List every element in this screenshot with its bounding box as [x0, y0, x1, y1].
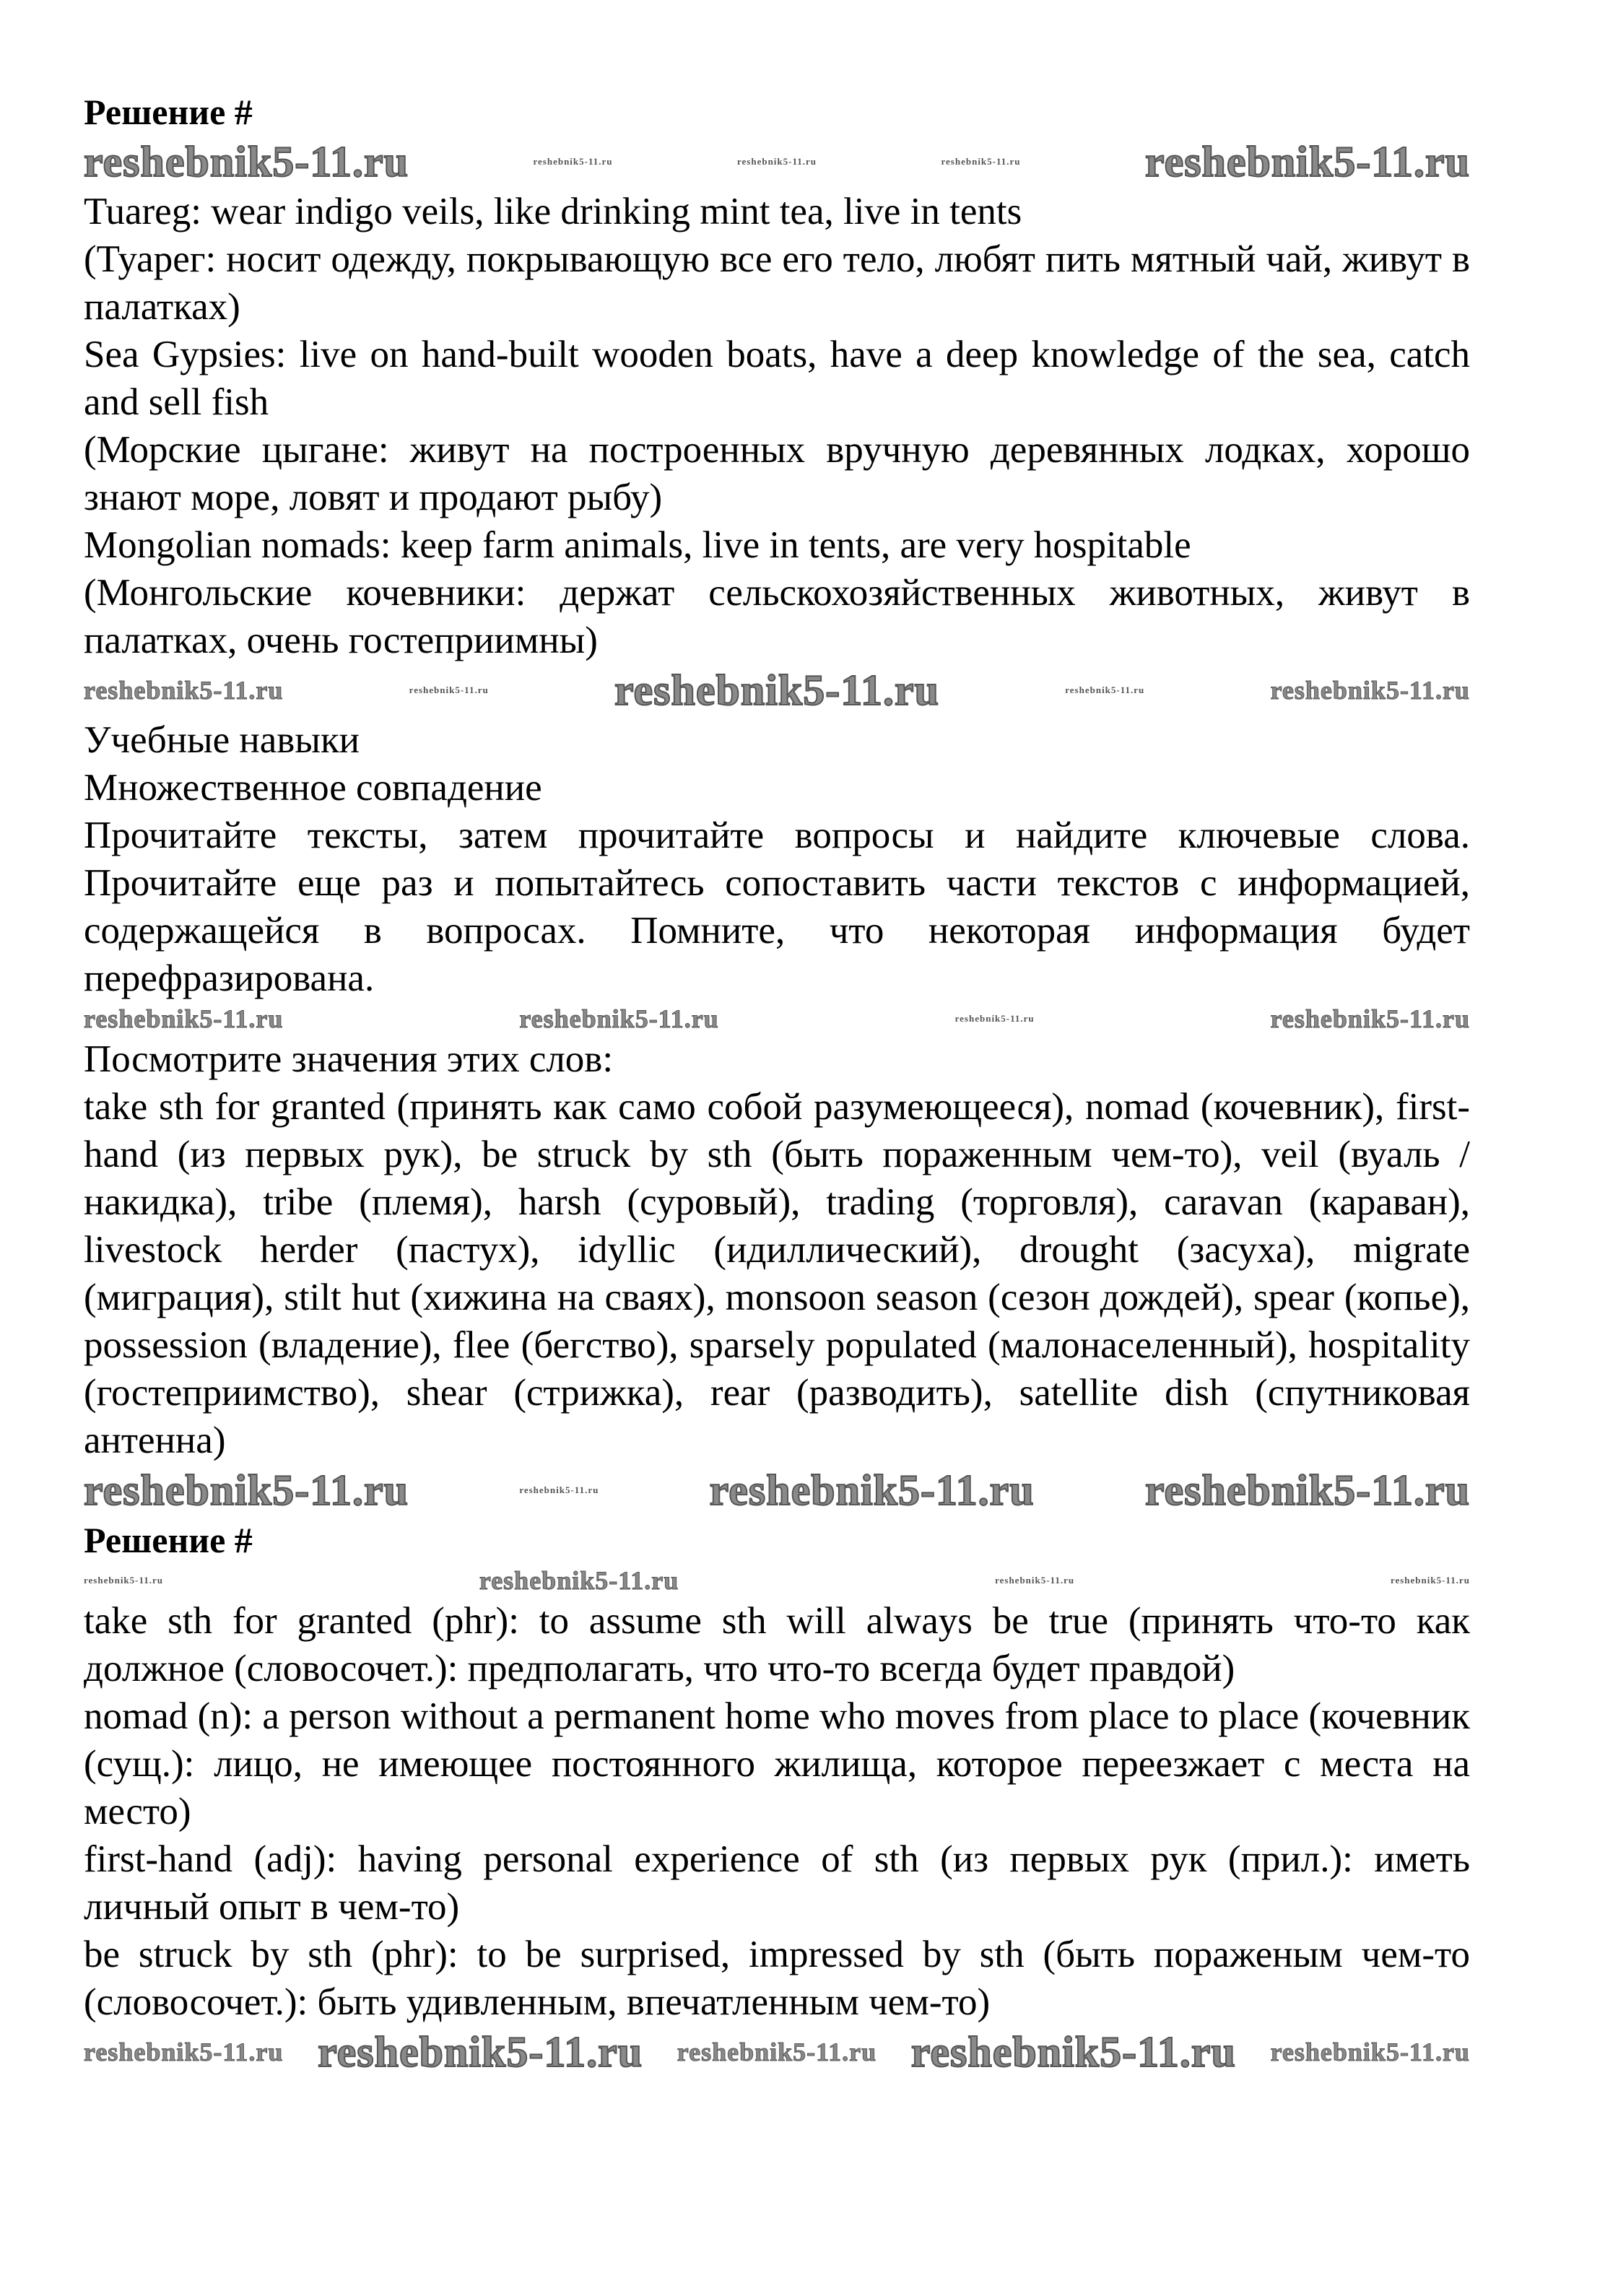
watermark: reshebnik5-11.ru — [1270, 1004, 1470, 1033]
tuareg-en: Tuareg: wear indigo veils, like drinking mint tea, live in tents — [84, 191, 1022, 232]
watermark: reshebnik5-11.ru — [1270, 676, 1470, 705]
watermark-row — [84, 1565, 1470, 1596]
watermark: reshebnik5-11.ru — [84, 2038, 284, 2066]
watermark: reshebnik5-11.ru — [910, 2028, 1236, 2076]
watermark: reshebnik5-11.ru — [1390, 1575, 1470, 1586]
watermark: reshebnik5-11.ru — [84, 138, 409, 186]
watermark: reshebnik5-11.ru — [519, 1004, 719, 1033]
vocab-intro: Посмотрите значения этих слов: — [84, 1038, 614, 1080]
watermark: reshebnik5-11.ru — [318, 2028, 643, 2076]
watermark: reshebnik5-11.ru — [409, 684, 489, 695]
watermark: reshebnik5-11.ru — [1144, 1466, 1470, 1514]
watermark-row — [84, 666, 1470, 715]
watermark: reshebnik5-11.ru — [736, 156, 817, 167]
watermark: reshebnik5-11.ru — [954, 1013, 1035, 1024]
section-heading: Решение # — [84, 92, 253, 132]
watermark-row — [84, 2027, 1470, 2077]
definition: take sth for granted (phr): to assume sth will always be true (принять что-то как должное (словосочет.): предполагать, что что-то всегда будет правдой) — [84, 1600, 1470, 1690]
watermark: reshebnik5-11.ru — [84, 1575, 164, 1586]
mongolian-en: Mongolian nomads: keep farm animals, live in tents, are very hospitable — [84, 524, 1191, 566]
skills-subtitle: Множественное совпадение — [84, 767, 542, 809]
watermark: reshebnik5-11.ru — [519, 1484, 599, 1495]
watermark: reshebnik5-11.ru — [677, 2038, 877, 2066]
watermark: reshebnik5-11.ru — [614, 666, 939, 714]
watermark: reshebnik5-11.ru — [995, 1575, 1075, 1586]
watermark-row — [84, 1466, 1470, 1515]
watermark: reshebnik5-11.ru — [941, 156, 1021, 167]
watermark: reshebnik5-11.ru — [709, 1466, 1035, 1514]
watermark: reshebnik5-11.ru — [1145, 138, 1470, 186]
definitions-block — [84, 1597, 1470, 2026]
document-page — [84, 88, 1470, 2078]
watermark: reshebnik5-11.ru — [84, 1466, 409, 1514]
definition: be struck by sth (phr): to be surprised, impressed by sth (быть пораженым чем-то (словосочет.): быть удивленным, впечатленным чем-то) — [84, 1934, 1470, 2023]
mongolian-ru: (Монгольские кочевники: держат сельскохозяйственных животных, живут в палатках, очень гостеприимны) — [84, 572, 1470, 661]
watermark: reshebnik5-11.ru — [1065, 684, 1145, 695]
sea-gypsies-en: Sea Gypsies: live on hand-built wooden boats, have a deep knowledge of the sea, catch and sell fish — [84, 334, 1470, 423]
skills-block — [84, 716, 1470, 1002]
section-heading: Решение # — [84, 1520, 253, 1560]
tuareg-ru: (Туарег: носит одежду, покрывающую все его тело, любят пить мятный чай, живут в палатках) — [84, 238, 1470, 328]
skills-title: Учебные навыки — [84, 719, 360, 761]
watermark: reshebnik5-11.ru — [84, 676, 284, 705]
watermark: reshebnik5-11.ru — [84, 1004, 284, 1033]
sea-gypsies-ru: (Морские цыгане: живут на построенных вручную деревянных лодках, хорошо знают море, ловят и продают рыбу) — [84, 429, 1470, 518]
answer-block — [84, 188, 1470, 664]
watermark: reshebnik5-11.ru — [479, 1566, 679, 1595]
watermark-row — [84, 1004, 1470, 1034]
vocab-list: take sth for granted (принять как само собой разумеющееся), nomad (кочевник), first-hand (из первых рук), be struck by sth (быть пораженным чем-то), veil (вуаль / накидка), tribe (племя), harsh (суровый), trading (торговля), caravan (караван), livestock herder (пастух), idyllic (идиллический), drought (засуха), migrate (миграция), stilt hut (хижина на сваях), monsoon season (сезон дождей), spear (копье), possession (владение), flee (бегство), sparsely populated (малонаселенный), hospitality (гостеприимство), shear (стрижка), rear (разводить), satellite dish (спутниковая антенна) — [84, 1086, 1470, 1461]
watermark-row — [84, 137, 1470, 186]
watermark: reshebnik5-11.ru — [1270, 2038, 1470, 2066]
definition: first-hand (adj): having personal experience of sth (из первых рук (прил.): иметь личный опыт в чем-то) — [84, 1838, 1470, 1928]
skills-instruction: Прочитайте тексты, затем прочитайте вопросы и найдите ключевые слова. Прочитайте еще раз и попытайтесь сопоставить части текстов с информацией, содержащейся в вопросах. Помните, что некоторая информация будет перефразирована. — [84, 814, 1470, 999]
definition: nomad (n): a person without a permanent home who moves from place to place (кочевник (сущ.): лицо, не имеющее постоянного жилища, которое переезжает с места на место) — [84, 1695, 1470, 1832]
watermark: reshebnik5-11.ru — [533, 156, 613, 167]
vocab-block — [84, 1035, 1470, 1464]
